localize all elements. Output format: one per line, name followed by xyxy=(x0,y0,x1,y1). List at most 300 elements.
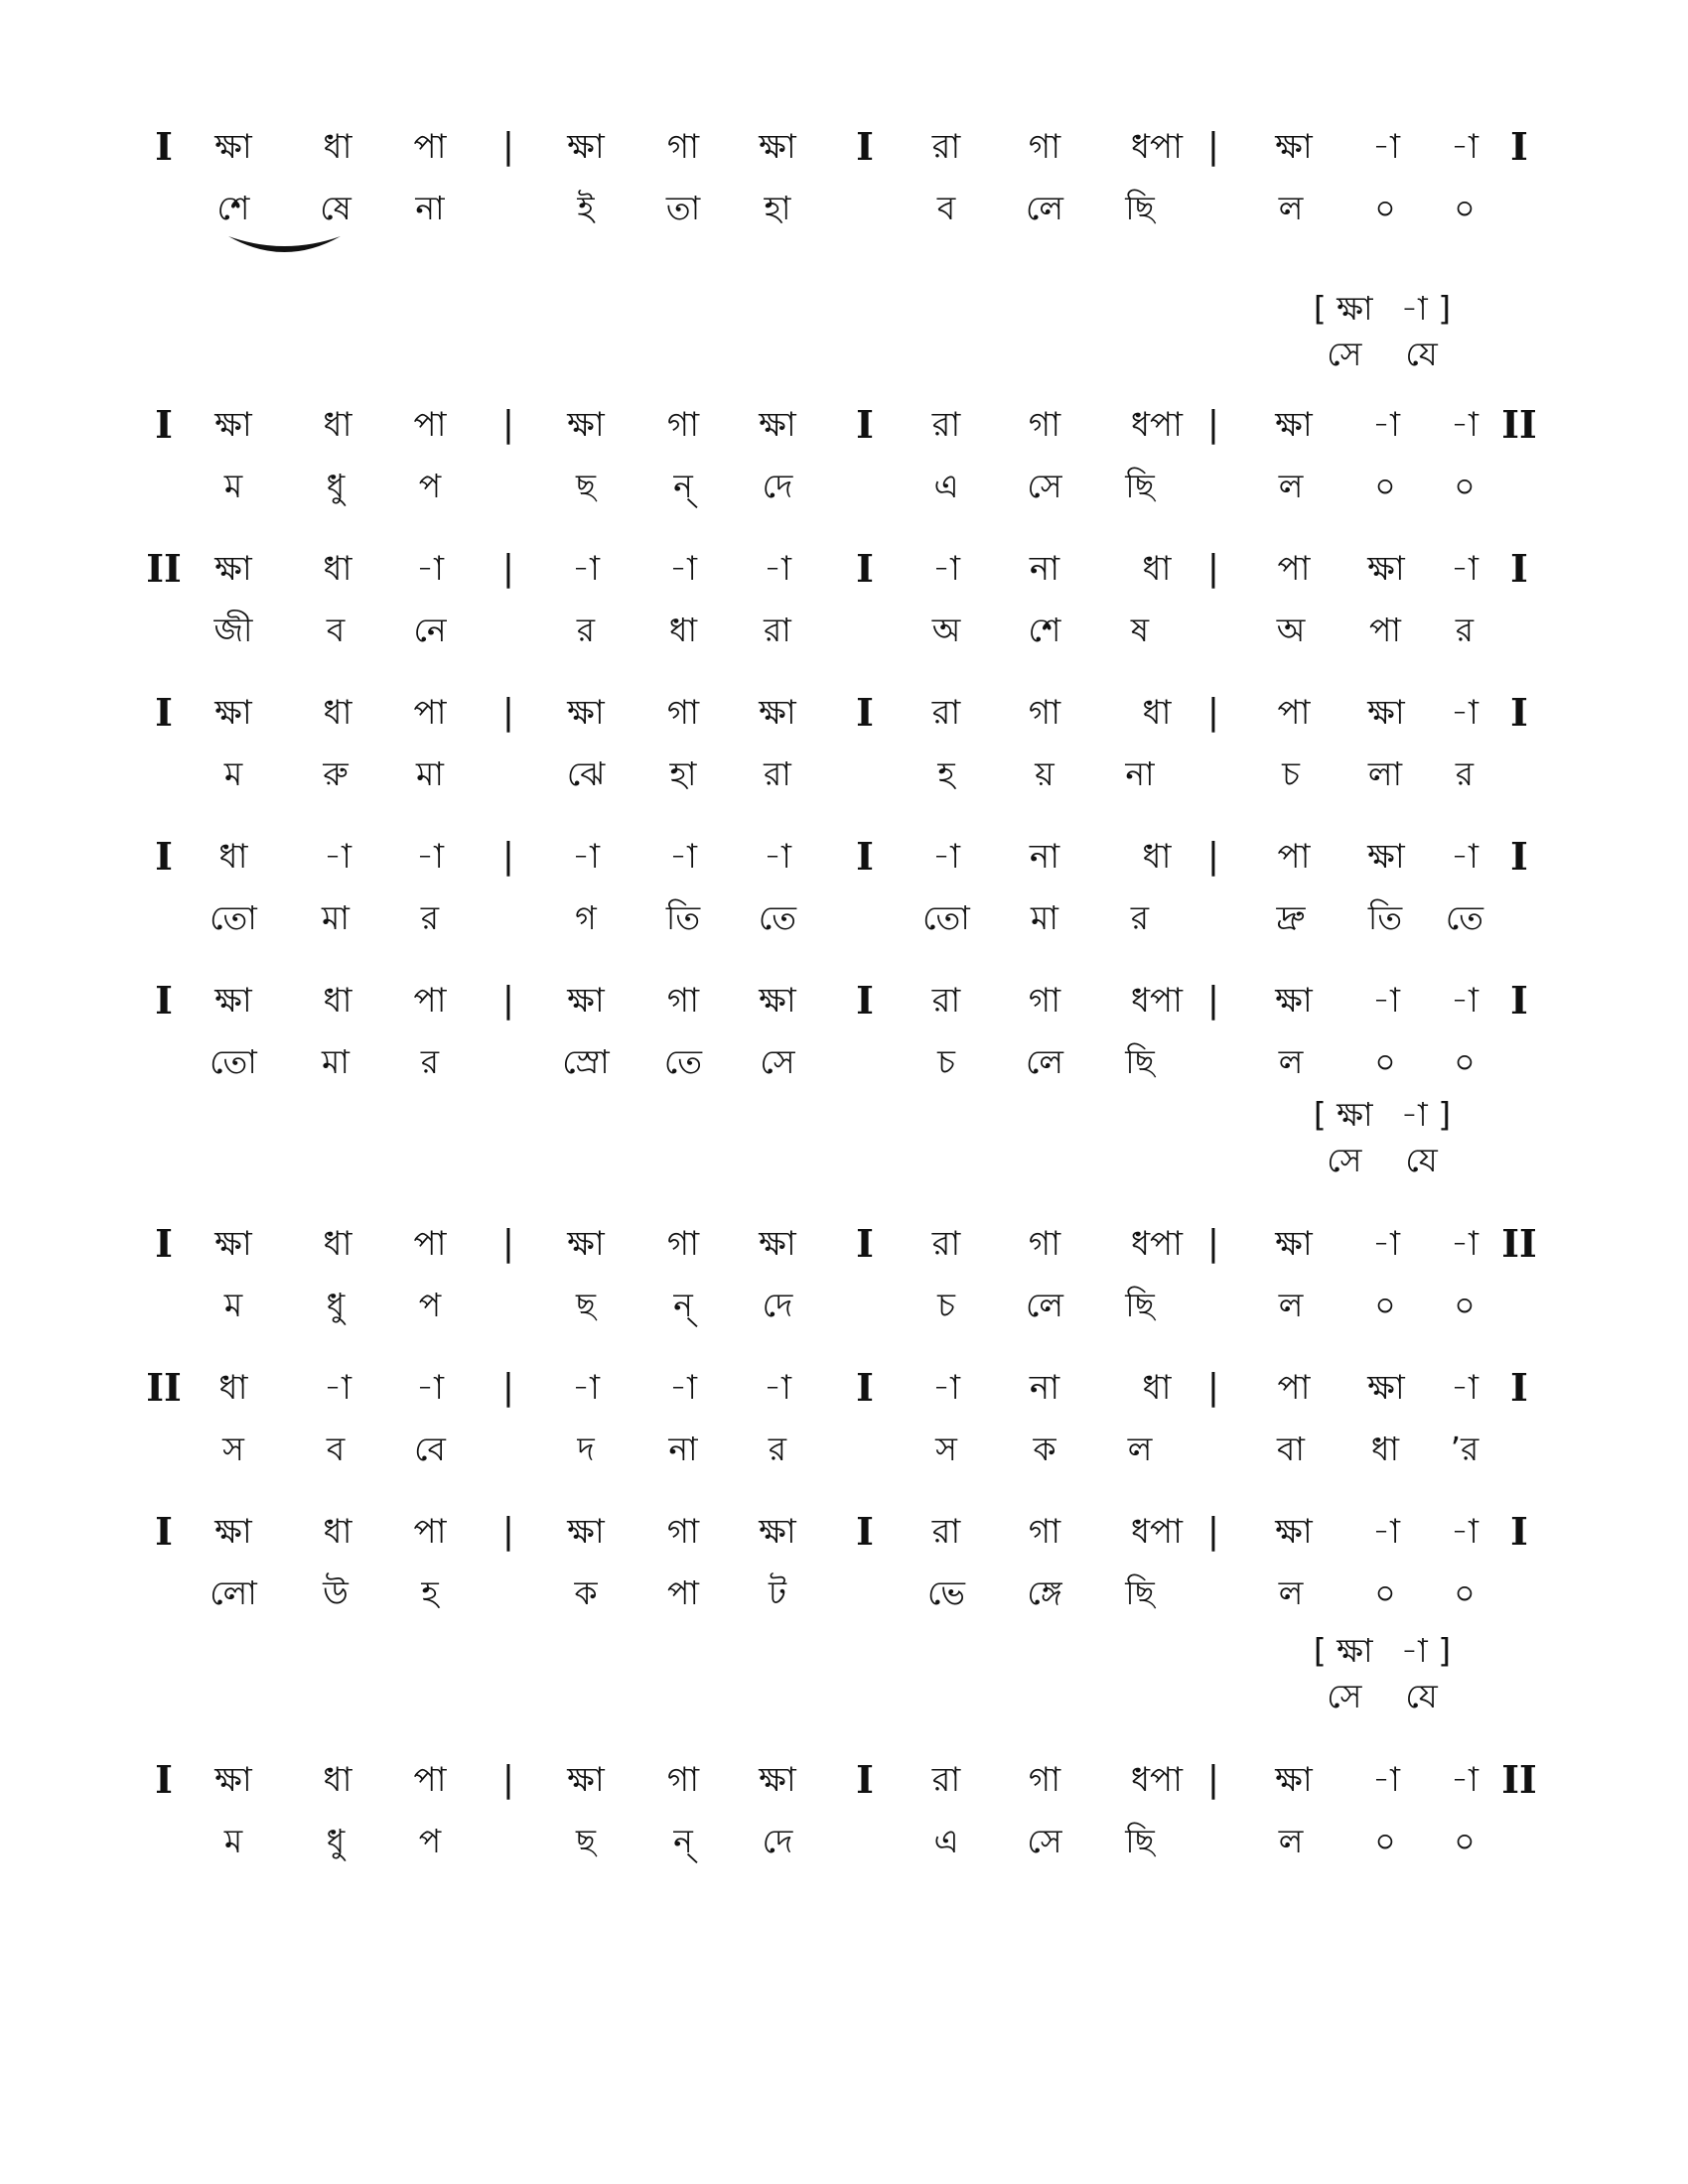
lyric-syllable: তে xyxy=(758,898,797,937)
bar-line: I xyxy=(856,124,874,169)
swara-note: -া xyxy=(1451,127,1478,167)
swara-note: ক্ষা xyxy=(1367,549,1405,589)
lyric-syllable: স xyxy=(935,1430,957,1468)
swara-note: পা xyxy=(413,1224,447,1264)
bar-line: | xyxy=(501,1759,515,1800)
swara-note: -া xyxy=(572,837,600,877)
alternate-lyric xyxy=(1273,1674,1491,1719)
alternate-swara-note: -া ] xyxy=(1400,289,1452,328)
bar-line: II xyxy=(1501,402,1537,447)
alternate-lyric-syllable: সে xyxy=(1327,1141,1362,1179)
swara-note: ক্ষা xyxy=(1275,1760,1313,1800)
bar-line: I xyxy=(155,834,173,879)
swara-note: -া xyxy=(1372,127,1400,167)
swara-note: ধা xyxy=(323,549,352,589)
bar-line: I xyxy=(856,1509,874,1554)
lyric-syllable: ০ xyxy=(1374,467,1396,505)
swara-note: গা xyxy=(1028,127,1061,167)
swara-note: -া xyxy=(1451,1224,1478,1264)
lyric-syllable: ছি xyxy=(1125,1286,1155,1324)
notation-line xyxy=(0,829,1688,952)
swara-note: ধা xyxy=(323,981,352,1021)
alternate-lyric-syllable: যে xyxy=(1405,1677,1438,1715)
lyric-row xyxy=(0,1034,1688,1096)
lyric-syllable: বে xyxy=(414,1430,446,1468)
swara-note: -া xyxy=(1372,981,1400,1021)
swara-note: ক্ষা xyxy=(1275,1512,1313,1552)
bar-line: I xyxy=(155,1221,173,1266)
swara-note: ধা xyxy=(323,1512,352,1552)
lyric-syllable: রু xyxy=(323,754,349,793)
alternate-lyric-syllable: সে xyxy=(1327,1677,1362,1715)
swara-note: -া xyxy=(932,837,960,877)
notation-line xyxy=(0,1752,1688,1875)
swara-note: গা xyxy=(666,127,700,167)
bar-line: I xyxy=(856,978,874,1023)
lyric-syllable: ধা xyxy=(668,611,698,649)
lyric-syllable: হা xyxy=(764,189,791,227)
lyric-syllable: ০ xyxy=(1454,1822,1476,1860)
swara-note: ধা xyxy=(1142,549,1172,589)
swara-note: -া xyxy=(932,549,960,589)
lyric-syllable: ষ xyxy=(1130,611,1150,649)
lyric-syllable: দে xyxy=(762,1286,793,1324)
notation-line xyxy=(0,541,1688,664)
swara-note: না xyxy=(1029,549,1060,589)
swara-note: পা xyxy=(413,1512,447,1552)
bar-line: II xyxy=(1501,1221,1537,1266)
swara-note: -া xyxy=(1451,1368,1478,1408)
swara-note: ক্ষা xyxy=(1275,405,1313,445)
swara-note: ধপা xyxy=(1131,981,1183,1021)
swara-note: পা xyxy=(413,693,447,733)
lyric-syllable: অ xyxy=(1276,611,1306,649)
lyric-syllable: ব xyxy=(326,611,346,649)
lyric-syllable: য় xyxy=(1035,754,1055,793)
swara-note: ক্ষা xyxy=(567,1512,605,1552)
swara-note: রা xyxy=(931,1512,961,1552)
swara-note: ক্ষা xyxy=(1367,693,1405,733)
swara-note: রা xyxy=(931,1224,961,1264)
swara-note: ক্ষা xyxy=(759,127,796,167)
lyric-syllable: ০ xyxy=(1374,1573,1396,1612)
bar-line: I xyxy=(856,690,874,735)
bar-line: I xyxy=(856,1221,874,1266)
lyric-row xyxy=(0,459,1688,520)
swara-note: ধপা xyxy=(1131,405,1183,445)
lyric-syllable: ০ xyxy=(1454,1042,1476,1081)
swara-note: গা xyxy=(1028,1760,1061,1800)
alternate-ending xyxy=(1273,286,1491,377)
swara-note: না xyxy=(1029,837,1060,877)
lyric-syllable: ছি xyxy=(1125,1822,1155,1860)
lyric-syllable: প xyxy=(418,1822,442,1860)
lyric-syllable: বা xyxy=(1277,1430,1305,1468)
alternate-swara xyxy=(1273,1092,1491,1138)
swara-note: ক্ষা xyxy=(214,549,252,589)
lyric-syllable: ’র xyxy=(1450,1430,1479,1468)
swara-row xyxy=(0,397,1688,459)
swara-note: ক্ষা xyxy=(1275,981,1313,1021)
lyric-syllable: ম xyxy=(223,467,243,505)
lyric-syllable: রা xyxy=(764,611,791,649)
bar-line: II xyxy=(146,1365,182,1410)
swara-note: -া xyxy=(1372,405,1400,445)
lyric-syllable: তে xyxy=(663,1042,703,1081)
swara-note: রা xyxy=(931,1760,961,1800)
swara-note: ক্ষা xyxy=(567,405,605,445)
swara-note: -া xyxy=(1451,693,1478,733)
lyric-syllable: ছি xyxy=(1125,1042,1155,1081)
swara-note: গা xyxy=(1028,693,1061,733)
swara-note: পা xyxy=(1277,1368,1311,1408)
alternate-lyric xyxy=(1273,1138,1491,1183)
lyric-syllable: লো xyxy=(210,1573,257,1612)
swara-note: -া xyxy=(416,549,444,589)
bar-line: | xyxy=(1206,404,1220,445)
lyric-syllable: দ্রু xyxy=(1276,898,1306,937)
lyric-row xyxy=(0,1278,1688,1339)
lyric-syllable: ম xyxy=(223,754,243,793)
bar-line: | xyxy=(1206,126,1220,167)
notation-line xyxy=(0,973,1688,1096)
bar-line: II xyxy=(146,546,182,591)
swara-note: ক্ষা xyxy=(214,981,252,1021)
bar-line: I xyxy=(1510,690,1528,735)
lyric-syllable: ০ xyxy=(1374,1286,1396,1324)
swara-note: -া xyxy=(324,837,352,877)
lyric-syllable: ছ xyxy=(576,1822,596,1860)
bar-line: | xyxy=(1206,548,1220,589)
lyric-syllable: র xyxy=(576,611,596,649)
lyric-syllable: ল xyxy=(1127,1430,1153,1468)
alternate-swara-note: [ ক্ষা xyxy=(1313,1095,1373,1134)
bar-line: I xyxy=(1510,1365,1528,1410)
bar-line: | xyxy=(501,836,515,877)
swara-note: পা xyxy=(413,405,447,445)
lyric-syllable: তা xyxy=(665,189,701,227)
bar-line: I xyxy=(1510,834,1528,879)
lyric-syllable: র xyxy=(420,898,440,937)
bar-line: | xyxy=(1206,692,1220,733)
lyric-syllable: ক xyxy=(1033,1430,1056,1468)
lyric-syllable: স্রো xyxy=(562,1042,610,1081)
lyric-syllable: হা xyxy=(669,754,697,793)
swara-note: -া xyxy=(764,837,791,877)
notation-line xyxy=(0,1216,1688,1339)
swara-note: রা xyxy=(931,405,961,445)
lyric-syllable: মা xyxy=(322,898,350,937)
lyric-syllable: মা xyxy=(322,1042,350,1081)
swara-note: ক্ষা xyxy=(759,693,796,733)
lyric-syllable: ছি xyxy=(1125,467,1155,505)
lyric-row xyxy=(0,1814,1688,1875)
lyric-syllable: ঝে xyxy=(566,754,606,793)
lyric-syllable: ষে xyxy=(320,189,352,227)
lyric-syllable: সে xyxy=(1027,1822,1062,1860)
swara-row xyxy=(0,541,1688,603)
lyric-syllable: ম xyxy=(223,1822,243,1860)
swara-note: ক্ষা xyxy=(1275,127,1313,167)
swara-note: ক্ষা xyxy=(567,981,605,1021)
swara-note: ক্ষা xyxy=(759,1224,796,1264)
bar-line: I xyxy=(856,834,874,879)
lyric-syllable: ছি xyxy=(1125,189,1155,227)
lyric-syllable: ন্ xyxy=(673,1286,693,1324)
swara-note: -া xyxy=(1451,1512,1478,1552)
swara-note: ক্ষা xyxy=(759,1760,796,1800)
alternate-swara-note: -া ] xyxy=(1400,1631,1452,1670)
lyric-syllable: জী xyxy=(213,611,253,649)
lyric-syllable: দে xyxy=(762,1822,793,1860)
bar-line: I xyxy=(1510,978,1528,1023)
lyric-row xyxy=(0,603,1688,664)
lyric-syllable: উ xyxy=(323,1573,349,1612)
lyric-syllable: তো xyxy=(210,898,257,937)
swara-note: -া xyxy=(416,837,444,877)
swara-note: ধা xyxy=(323,1224,352,1264)
swara-note: গা xyxy=(1028,405,1061,445)
lyric-row xyxy=(0,1566,1688,1627)
lyric-syllable: ল xyxy=(1278,1822,1304,1860)
lyric-syllable: চ xyxy=(1282,754,1300,793)
swara-row xyxy=(0,1216,1688,1278)
lyric-syllable: ক xyxy=(574,1573,598,1612)
lyric-syllable: শে xyxy=(1028,611,1061,649)
lyric-syllable: লে xyxy=(1026,1042,1063,1081)
lyric-syllable: লে xyxy=(1026,189,1063,227)
bar-line: I xyxy=(856,546,874,591)
lyric-syllable: ধা xyxy=(1370,1430,1400,1468)
lyric-syllable: ম xyxy=(223,1286,243,1324)
swara-note: ক্ষা xyxy=(567,693,605,733)
swara-note: ক্ষা xyxy=(567,1224,605,1264)
lyric-syllable: ০ xyxy=(1374,1042,1396,1081)
bar-line: | xyxy=(501,1223,515,1264)
lyric-syllable: লা xyxy=(1367,754,1403,793)
lyric-syllable: ঙ্গে xyxy=(1027,1573,1062,1612)
lyric-syllable: স xyxy=(222,1430,244,1468)
lyric-syllable: পা xyxy=(667,1573,699,1612)
swara-note: -া xyxy=(572,1368,600,1408)
lyric-syllable: ০ xyxy=(1454,467,1476,505)
swara-note: গা xyxy=(1028,1512,1061,1552)
swara-note: রা xyxy=(931,127,961,167)
swara-note: -া xyxy=(416,1368,444,1408)
swara-note: পা xyxy=(1277,693,1311,733)
swara-note: ধা xyxy=(323,1760,352,1800)
lyric-syllable: মা xyxy=(416,754,444,793)
lyric-syllable: তো xyxy=(922,898,970,937)
lyric-syllable: মা xyxy=(1031,898,1058,937)
swara-note: ধা xyxy=(323,405,352,445)
swara-note: গা xyxy=(666,1224,700,1264)
swara-note: গা xyxy=(1028,981,1061,1021)
bar-line: | xyxy=(1206,1223,1220,1264)
lyric-syllable: হ xyxy=(937,754,955,793)
swara-note: -া xyxy=(764,1368,791,1408)
lyric-syllable: ০ xyxy=(1454,1573,1476,1612)
swara-row xyxy=(0,1504,1688,1566)
lyric-syllable: দে xyxy=(762,467,793,505)
lyric-syllable: হ xyxy=(421,1573,439,1612)
swara-note: ক্ষা xyxy=(567,127,605,167)
alternate-swara-note: -া ] xyxy=(1400,1095,1452,1134)
swara-note: ধা xyxy=(218,1368,248,1408)
lyric-syllable: সে xyxy=(1027,467,1062,505)
bar-line: | xyxy=(501,404,515,445)
swara-note: ধপা xyxy=(1131,1512,1183,1552)
lyric-syllable: ব xyxy=(326,1430,346,1468)
swara-note: ধা xyxy=(323,127,352,167)
swara-note: গা xyxy=(666,981,700,1021)
lyric-syllable: র xyxy=(420,1042,440,1081)
lyric-syllable: ০ xyxy=(1374,189,1396,227)
bar-line: I xyxy=(856,1757,874,1802)
lyric-syllable: ০ xyxy=(1374,1822,1396,1860)
bar-line: I xyxy=(1510,1509,1528,1554)
swara-note: -া xyxy=(1372,1760,1400,1800)
bar-line: | xyxy=(501,548,515,589)
swara-note: গা xyxy=(666,1760,700,1800)
swara-note: ধা xyxy=(1142,1368,1172,1408)
lyric-syllable: ন্ xyxy=(673,467,693,505)
notation-line xyxy=(0,119,1688,242)
swara-note: পা xyxy=(413,127,447,167)
swara-note: গা xyxy=(1028,1224,1061,1264)
lyric-syllable: না xyxy=(1125,754,1155,793)
swara-note: না xyxy=(1029,1368,1060,1408)
lyric-syllable: তি xyxy=(665,898,701,937)
swara-row xyxy=(0,973,1688,1034)
swara-note: -া xyxy=(324,1368,352,1408)
lyric-syllable: না xyxy=(415,189,445,227)
swara-row xyxy=(0,1752,1688,1814)
lyric-syllable: ধু xyxy=(326,1286,346,1324)
bar-line: I xyxy=(155,978,173,1023)
swara-note: ক্ষা xyxy=(214,405,252,445)
bar-line: | xyxy=(1206,1367,1220,1408)
swara-note: ক্ষা xyxy=(759,981,796,1021)
swara-row xyxy=(0,685,1688,747)
lyric-syllable: র xyxy=(1455,611,1475,649)
swara-row xyxy=(0,829,1688,890)
lyric-syllable: ন্ xyxy=(673,1822,693,1860)
alternate-swara-note: [ ক্ষা xyxy=(1313,1631,1373,1670)
lyric-row xyxy=(0,890,1688,952)
notation-line xyxy=(0,1360,1688,1483)
bar-line: I xyxy=(155,1509,173,1554)
alternate-swara xyxy=(1273,286,1491,332)
swara-note: পা xyxy=(1277,837,1311,877)
bar-line: I xyxy=(155,402,173,447)
swara-note: ক্ষা xyxy=(1367,1368,1405,1408)
swara-note: -া xyxy=(1451,981,1478,1021)
swara-note: গা xyxy=(666,1512,700,1552)
alternate-lyric-syllable: যে xyxy=(1405,1141,1438,1179)
lyric-syllable: না xyxy=(668,1430,698,1468)
bar-line: I xyxy=(155,1757,173,1802)
swara-note: ক্ষা xyxy=(759,1512,796,1552)
lyric-syllable: তো xyxy=(210,1042,257,1081)
alternate-lyric xyxy=(1273,332,1491,377)
lyric-syllable: তে xyxy=(1445,898,1484,937)
lyric-syllable: প xyxy=(418,1286,442,1324)
alternate-lyric-syllable: সে xyxy=(1327,335,1362,373)
bar-line: I xyxy=(856,402,874,447)
swara-note: পা xyxy=(1277,549,1311,589)
swara-row xyxy=(0,119,1688,181)
lyric-row xyxy=(0,1422,1688,1483)
swara-note: ধা xyxy=(1142,693,1172,733)
swara-note: ক্ষা xyxy=(214,1224,252,1264)
lyric-syllable: লে xyxy=(1026,1286,1063,1324)
lyric-syllable: ল xyxy=(1278,1286,1304,1324)
lyric-syllable: ই xyxy=(577,189,595,227)
swara-note: ক্ষা xyxy=(759,405,796,445)
lyric-syllable: চ xyxy=(937,1042,955,1081)
swara-note: ধা xyxy=(218,837,248,877)
alternate-lyric-syllable: যে xyxy=(1405,335,1438,373)
lyric-syllable: চ xyxy=(937,1286,955,1324)
swara-note: ক্ষা xyxy=(214,127,252,167)
lyric-syllable: ধু xyxy=(326,467,346,505)
swara-note: ক্ষা xyxy=(214,1512,252,1552)
swara-note: -া xyxy=(669,837,697,877)
lyric-syllable: ভে xyxy=(927,1573,965,1612)
swara-note: গা xyxy=(666,693,700,733)
bar-line: | xyxy=(501,692,515,733)
bar-line: | xyxy=(501,1367,515,1408)
swara-row xyxy=(0,1360,1688,1422)
swara-note: ক্ষা xyxy=(214,693,252,733)
alternate-swara xyxy=(1273,1628,1491,1674)
lyric-row xyxy=(0,747,1688,808)
swara-note: -া xyxy=(1372,1224,1400,1264)
notation-line xyxy=(0,397,1688,520)
swara-note: ক্ষা xyxy=(1275,1224,1313,1264)
lyric-syllable: এ xyxy=(933,467,959,505)
alternate-ending xyxy=(1273,1628,1491,1719)
swara-note: ধপা xyxy=(1131,1224,1183,1264)
slur-mark xyxy=(218,230,351,264)
swara-note: -া xyxy=(932,1368,960,1408)
lyric-syllable: র xyxy=(1455,754,1475,793)
swara-note: -া xyxy=(1451,405,1478,445)
swara-note: ধা xyxy=(1142,837,1172,877)
lyric-syllable: গ xyxy=(575,898,597,937)
swara-note: পা xyxy=(413,981,447,1021)
swara-note: পা xyxy=(413,1760,447,1800)
swara-note: ক্ষা xyxy=(567,1760,605,1800)
lyric-syllable: ল xyxy=(1278,1573,1304,1612)
lyric-syllable: শে xyxy=(216,189,250,227)
swara-note: -া xyxy=(1372,1512,1400,1552)
lyric-syllable: পা xyxy=(1369,611,1401,649)
swara-note: -া xyxy=(669,1368,697,1408)
bar-line: | xyxy=(1206,1759,1220,1800)
swara-note: রা xyxy=(931,981,961,1021)
lyric-syllable: র xyxy=(768,1430,787,1468)
swara-note: রা xyxy=(931,693,961,733)
alternate-ending xyxy=(1273,1092,1491,1183)
lyric-syllable: ব xyxy=(936,189,956,227)
swara-note: ক্ষা xyxy=(1367,837,1405,877)
lyric-syllable: ছ xyxy=(576,1286,596,1324)
lyric-syllable: অ xyxy=(931,611,961,649)
bar-line: | xyxy=(501,980,515,1021)
lyric-syllable: ০ xyxy=(1454,1286,1476,1324)
